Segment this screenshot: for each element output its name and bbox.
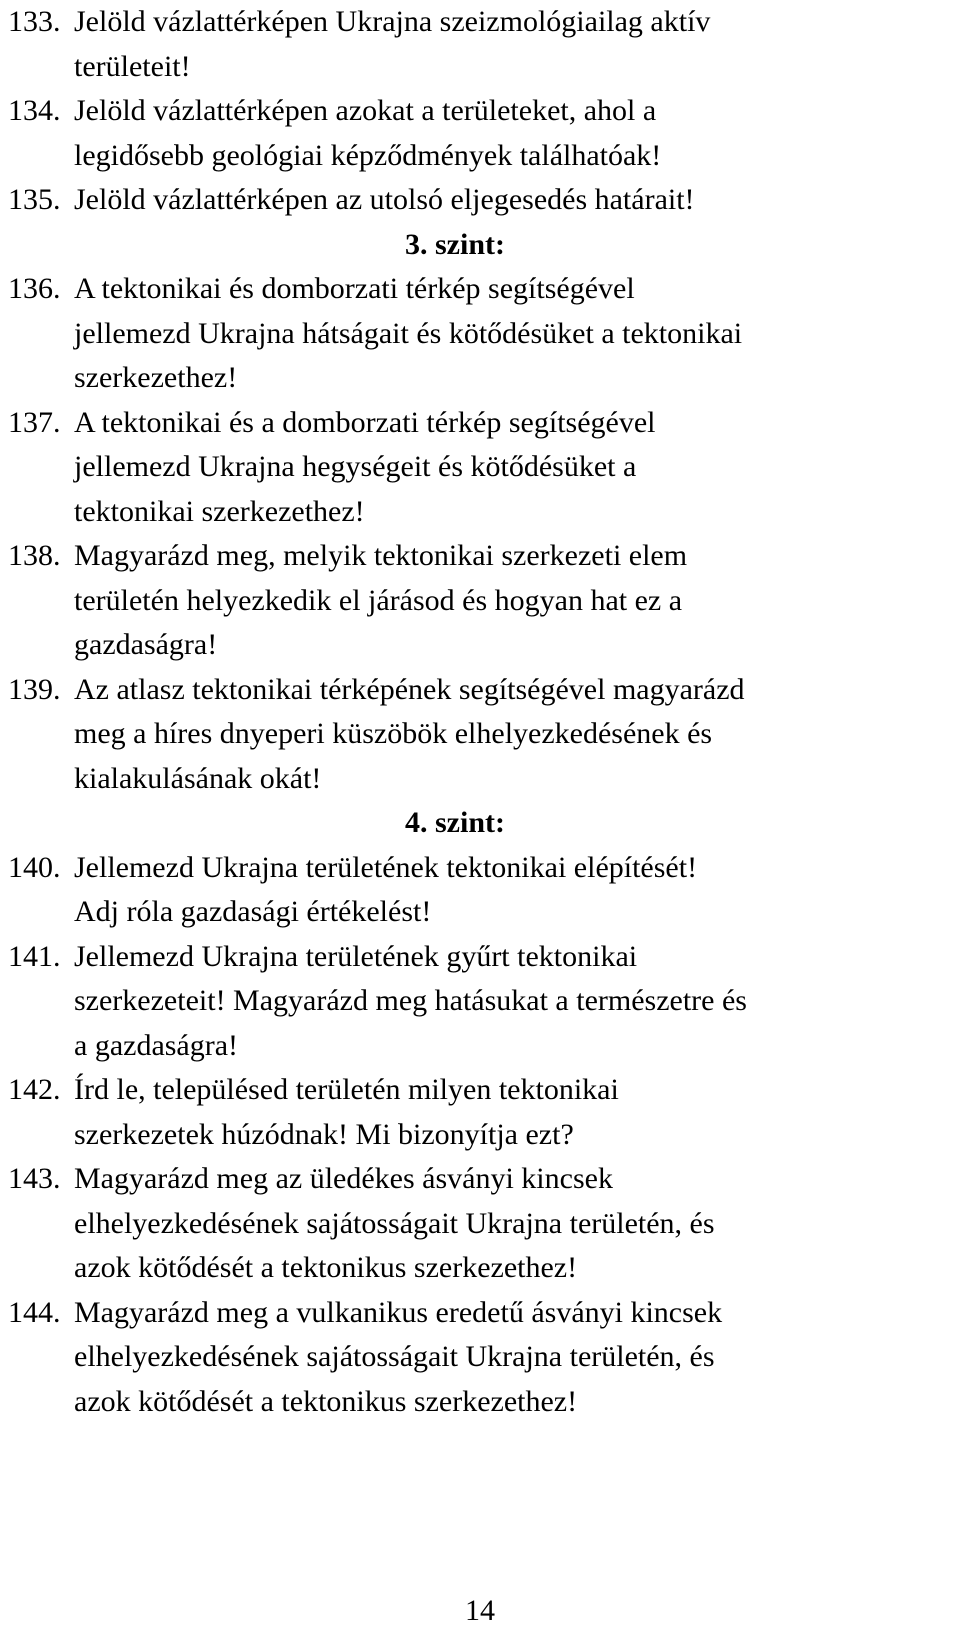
task-number: 135. [8, 183, 61, 216]
task-number: 140. [8, 850, 61, 884]
task-text: Magyarázd meg az üledékes ásványi kincsek elhelyezkedésének sajátosságait Ukrajna területén, és azok kötődését a tektonikus szerkezethez! [74, 1162, 715, 1284]
task-item-143 [8, 1157, 952, 1291]
task-item-134 [8, 89, 952, 178]
task-item-139 [8, 668, 952, 802]
task-item-137 [8, 401, 952, 535]
task-item-133 [8, 0, 952, 89]
task-number: 142. [8, 1073, 61, 1106]
task-number: 134. [8, 94, 61, 127]
task-item-140 [8, 846, 952, 935]
task-text: Jellemezd Ukrajna területének gyűrt tektonikai szerkezeteit! Magyarázd meg hatásukat a természetre és a gazdaságra! [74, 939, 747, 1062]
task-text: Jellemezd Ukrajna területének tektonikai elépítését! Adj róla gazdasági értékelést! [74, 850, 698, 928]
task-number: 133. [8, 5, 61, 38]
task-number: 136. [8, 272, 61, 305]
task-text: Jelöld vázlattérképen azokat a területeket, ahol a legidősebb geológiai képződmények találhatóak! [74, 94, 662, 172]
task-number: 144. [8, 1295, 61, 1329]
task-number: 143. [8, 1162, 61, 1195]
task-number: 137. [8, 405, 61, 439]
task-item-136 [8, 267, 952, 401]
task-text: Magyarázd meg a vulkanikus eredetű ásványi kincsek elhelyezkedésének sajátosságait Ukrajna területén, és azok kötődését a tektonikus szerkezethez! [74, 1295, 723, 1418]
level-heading-4: 4. szint: [405, 806, 505, 839]
task-text: A tektonikai és a domborzati térkép segítségével jellemezd Ukrajna hegységeit és kötődésüket a tektonikai szerkezethez! [74, 405, 656, 528]
task-number: 141. [8, 939, 61, 973]
level-heading-3: 3. szint: [405, 227, 505, 261]
task-number: 138. [8, 539, 61, 572]
task-item-138 [8, 534, 952, 668]
task-number: 139. [8, 672, 61, 706]
task-text: Magyarázd meg, melyik tektonikai szerkezeti elem területén helyezkedik el járásod és hogyan hat ez a gazdaságra! [74, 539, 688, 661]
task-text: Írd le, településed területén milyen tektonikai szerkezetek húzódnak! Mi bizonyítja ezt? [74, 1073, 619, 1151]
task-text: Jelöld vázlattérképen Ukrajna szeizmológiailag aktív területeit! [74, 5, 711, 83]
task-item-142 [8, 1068, 952, 1157]
task-item-144 [8, 1291, 952, 1425]
task-text: Az atlasz tektonikai térképének segítségével magyarázd meg a híres dnyeperi küszöbök elhelyezkedésének és kialakulásának okát! [74, 672, 745, 795]
task-text: A tektonikai és domborzati térkép segítségével jellemezd Ukrajna hátságait és kötődésüket a tektonikai szerkezethez! [74, 272, 743, 394]
task-item-135 [8, 178, 952, 223]
task-item-141 [8, 935, 952, 1069]
task-text: Jelöld vázlattérképen az utolsó eljegesedés határait! [74, 183, 695, 216]
page-number: 14 [465, 1594, 495, 1627]
task-list [8, 0, 952, 1424]
